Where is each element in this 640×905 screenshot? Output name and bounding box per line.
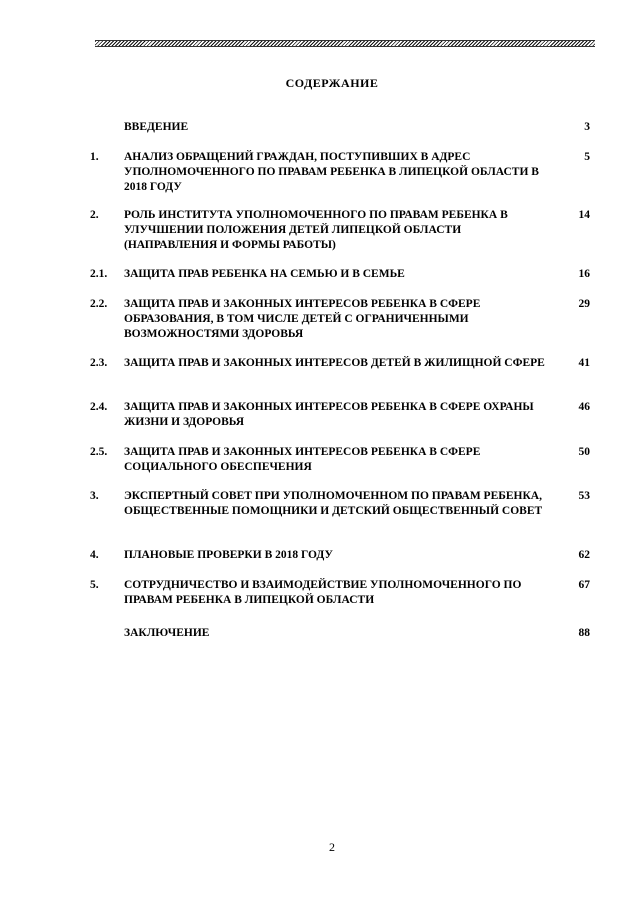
toc-entry-page: 50 [578, 446, 590, 458]
toc-entry-title: ЗАЩИТА ПРАВ И ЗАКОННЫХ ИНТЕРЕСОВ ДЕТЕЙ В ЖИЛИЩНОЙ СФЕРЕ [124, 357, 545, 369]
toc-entry-title: ПЛАНОВЫЕ ПРОВЕРКИ В 2018 ГОДУ [124, 549, 333, 561]
toc-entry-page: 3 [584, 121, 590, 133]
toc-entry-page: 5 [584, 151, 590, 163]
page-number: 2 [329, 840, 335, 854]
toc-entry-title: СОТРУДНИЧЕСТВО И ВЗАИМОДЕЙСТВИЕ УПОЛНОМОЧЕННОГО ПО ПРАВАМ РЕБЕНКА В ЛИПЕЦКОЙ ОБЛАСТИ [124, 579, 522, 606]
toc-entry-page: 53 [578, 490, 590, 502]
toc-entry-title: ЗАЩИТА ПРАВ И ЗАКОННЫХ ИНТЕРЕСОВ РЕБЕНКА В СФЕРЕ ОХРАНЫ ЖИЗНИ И ЗДОРОВЬЯ [124, 401, 534, 428]
toc-entry-number: 2.2. [90, 298, 108, 310]
toc-entry-number: 5. [90, 579, 99, 591]
toc-entry-number: 3. [90, 490, 99, 502]
toc-entry-number: 2.5. [90, 446, 108, 458]
toc-entry-page: 67 [578, 579, 590, 591]
toc-entry-page: 88 [578, 627, 590, 639]
toc-entry-page: 41 [578, 357, 590, 369]
toc-entry-title: АНАЛИЗ ОБРАЩЕНИЙ ГРАЖДАН, ПОСТУПИВШИХ В АДРЕС УПОЛНОМОЧЕННОГО ПО ПРАВАМ РЕБЕНКА В ЛИПЕЦКОЙ ОБЛАСТИ В 2018 ГОДУ [124, 151, 539, 193]
toc-title: СОДЕРЖАНИЕ [285, 76, 379, 90]
toc-entry-page: 62 [578, 549, 590, 561]
toc-entry-number: 2.1. [90, 268, 108, 280]
toc-entry-page: 46 [578, 401, 590, 413]
toc-entry-page: 29 [578, 298, 590, 310]
toc-entry-page: 16 [578, 268, 590, 280]
toc-entry-title: ЭКСПЕРТНЫЙ СОВЕТ ПРИ УПОЛНОМОЧЕННОМ ПО ПРАВАМ РЕБЕНКА, ОБЩЕСТВЕННЫЕ ПОМОЩНИКИ И ДЕТСКИЙ ОБЩЕСТВЕННЫЙ СОВЕТ [124, 490, 543, 517]
toc-entry-number: 2.3. [90, 357, 108, 369]
toc-entry-title: ЗАЩИТА ПРАВ И ЗАКОННЫХ ИНТЕРЕСОВ РЕБЕНКА В СФЕРЕ СОЦИАЛЬНОГО ОБЕСПЕЧЕНИЯ [124, 446, 481, 473]
toc-entry-page: 14 [578, 209, 590, 221]
toc-entry-number: 1. [90, 151, 99, 163]
toc-entry-number: 4. [90, 549, 99, 561]
toc-entry-title: ЗАКЛЮЧЕНИЕ [124, 627, 210, 639]
toc-entry-number: 2.4. [90, 401, 108, 413]
toc-entry-title: ВВЕДЕНИЕ [124, 121, 189, 133]
toc-entry-title: ЗАЩИТА ПРАВ И ЗАКОННЫХ ИНТЕРЕСОВ РЕБЕНКА В СФЕРЕ ОБРАЗОВАНИЯ, В ТОМ ЧИСЛЕ ДЕТЕЙ С ОГРАНИЧЕННЫМИ ВОЗМОЖНОСТЯМИ ЗДОРОВЬЯ [124, 298, 481, 340]
toc-entry-number: 2. [90, 209, 99, 221]
toc-entry-title: ЗАЩИТА ПРАВ РЕБЕНКА НА СЕМЬЮ И В СЕМЬЕ [124, 268, 405, 280]
header-rule [95, 40, 595, 47]
toc-entry-title: РОЛЬ ИНСТИТУТА УПОЛНОМОЧЕННОГО ПО ПРАВАМ РЕБЕНКА В УЛУЧШЕНИИ ПОЛОЖЕНИЯ ДЕТЕЙ ЛИПЕЦКОЙ ОБЛАСТИ (НАПРАВЛЕНИЯ И ФОРМЫ РАБОТЫ) [124, 209, 508, 251]
